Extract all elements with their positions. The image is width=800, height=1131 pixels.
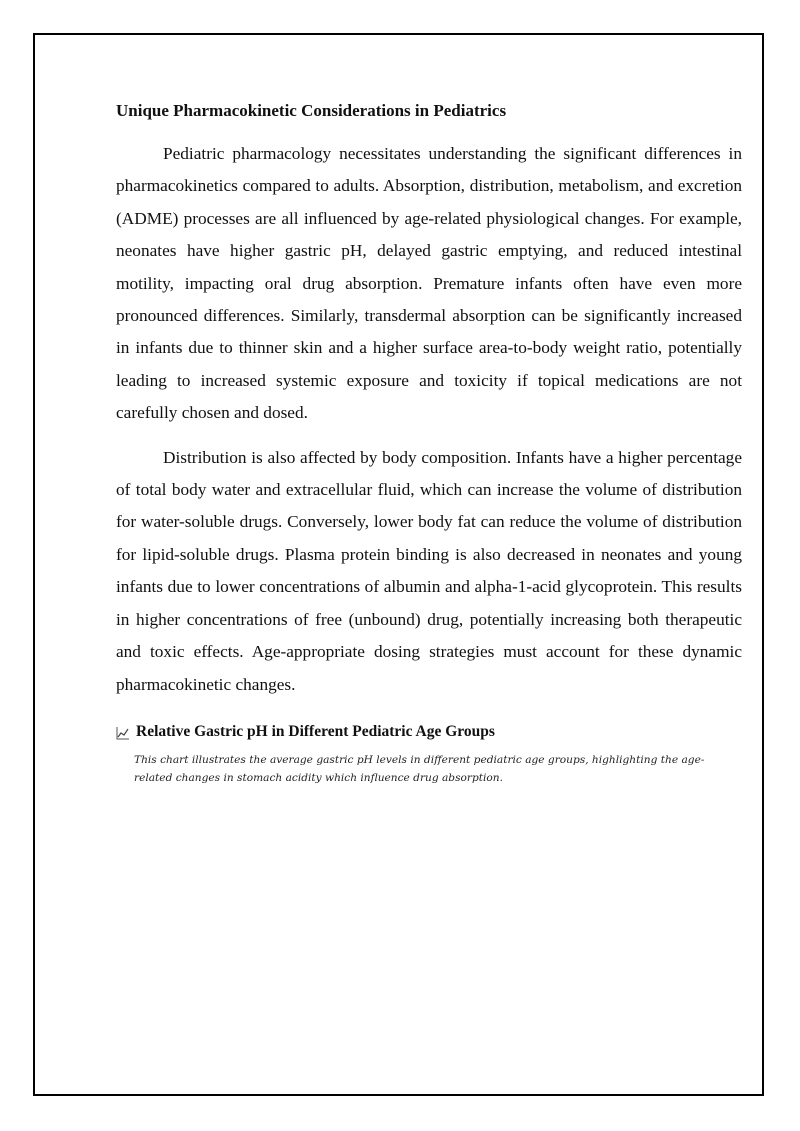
section-heading: Unique Pharmacokinetic Considerations in Pediatrics	[116, 101, 507, 120]
chart-title: Relative Gastric pH in Different Pediatric Age Groups	[136, 722, 495, 740]
chart-caption: This chart illustrates the average gastric pH levels in different pediatric age groups, highlighting the age-related changes in stomach acidity which influence drug absorption.	[134, 753, 705, 784]
chart-increasing-icon	[116, 725, 130, 739]
body-paragraph-distribution: Distribution is also affected by body composition. Infants have a higher percentage of total body water and extracellular fluid, which can increase the volume of distribution for water-soluble drugs. Conversely, lower body fat can reduce the volume of distribution for lipid-soluble drugs. Plasma protein binding is also decreased in neonates and young infants due to lower concentrations of albumin and alpha-1-acid glycoprotein. This results in higher concentrations of free (unbound) drug, potentially increasing both therapeutic and toxic effects. Age-appropriate dosing strategies must account for these dynamic pharmacokinetic changes.	[116, 447, 742, 694]
document-content	[116, 98, 742, 787]
chart-block	[116, 721, 742, 787]
body-paragraph-absorption: Pediatric pharmacology necessitates understanding the significant differences in pharmacokinetics compared to adults. Absorption, distribution, metabolism, and excretion (ADME) processes are all influenced by age-related physiological changes. For example, neonates have higher gastric pH, delayed gastric emptying, and reduced intestinal motility, impacting oral drug absorption. Premature infants often have even more pronounced differences. Similarly, transdermal absorption can be significantly increased in infants due to thinner skin and a higher surface area-to-body weight ratio, potentially leading to increased systemic exposure and toxicity if topical medications are not carefully chosen and dosed.	[116, 144, 742, 423]
chart-title-row	[116, 721, 742, 743]
